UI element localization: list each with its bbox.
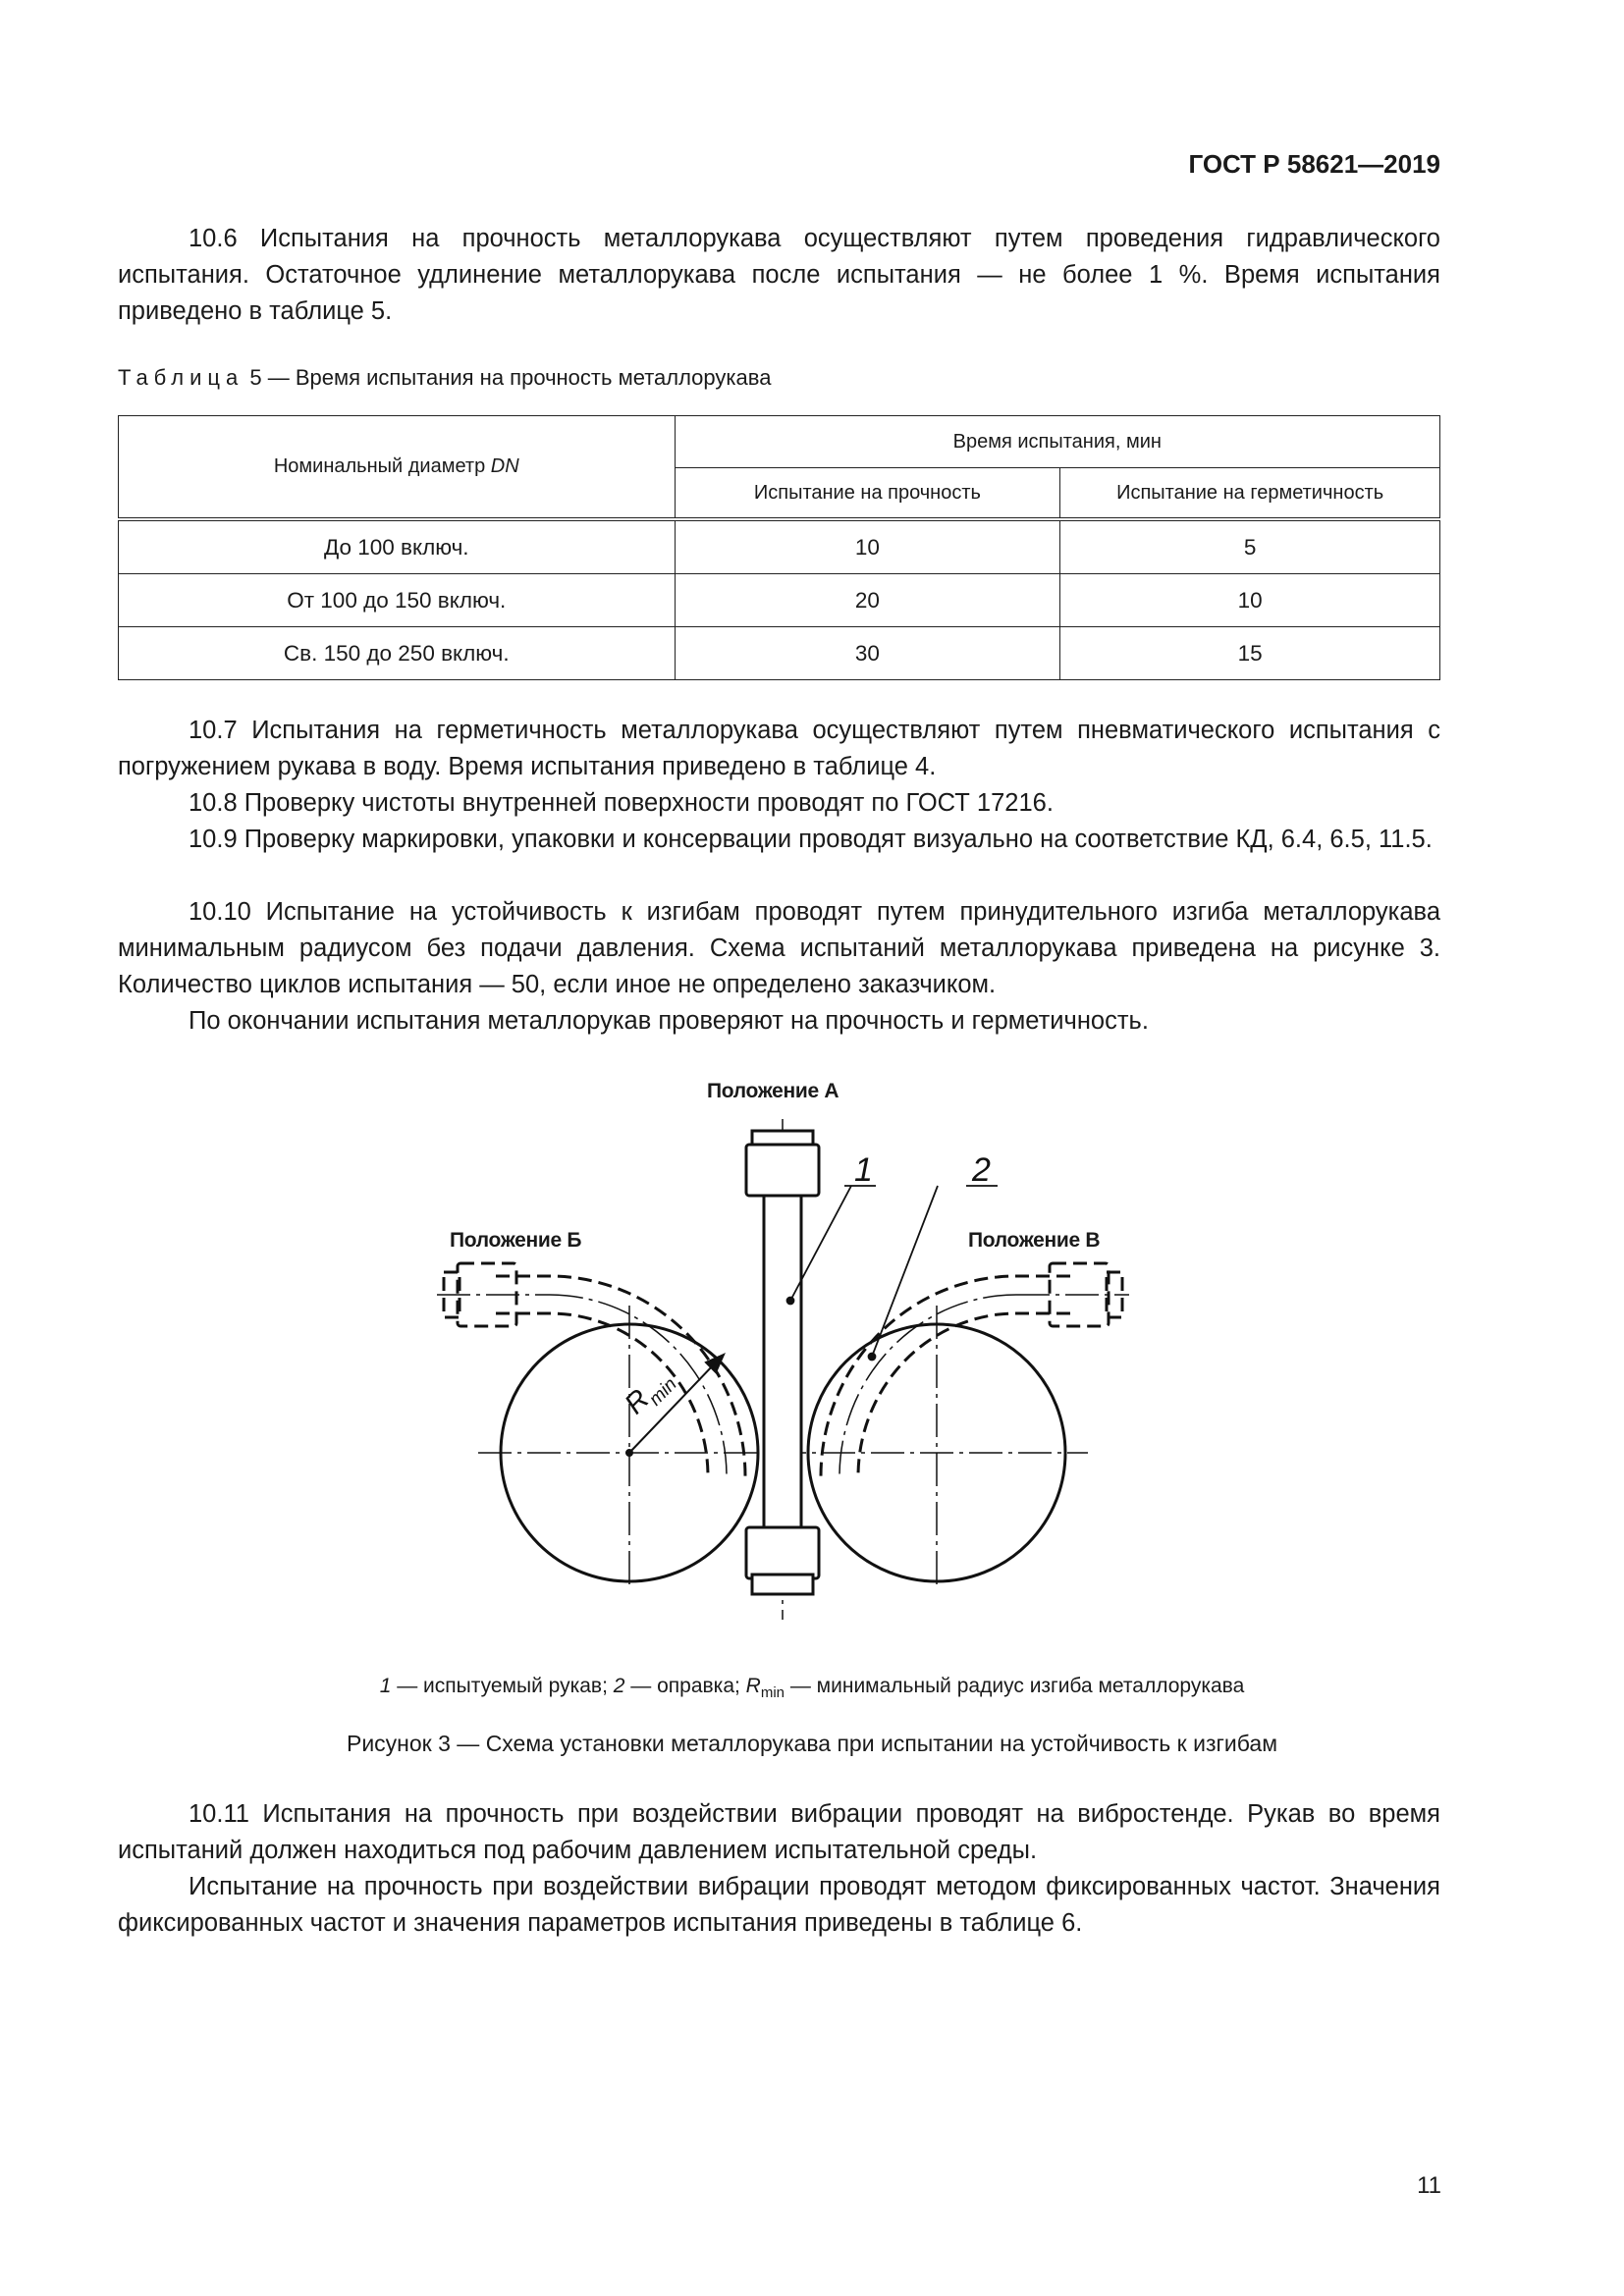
position-a-label: Положение А [707,1080,839,1102]
end-fitting-bottom-cap [752,1575,813,1594]
header-test-time: Время испытания, мин [675,416,1439,468]
table-caption-word: Таблица [118,365,244,390]
figure-3-caption: Рисунок 3 — Схема установки металлорукава при испытании на устойчивость к изгибам [346,1731,1278,1756]
cell-dn: До 100 включ. [119,519,676,574]
leader-1-dot [787,1298,794,1305]
position-b-label: Положение Б [450,1229,582,1252]
cell-strength: 30 [675,627,1060,680]
paragraph-10-7: 10.7 Испытания на герметичность металлорукава осуществляют путем пневматического испытания с погружением рукава в воду. Время испытания приведено в таблице 4. [118,717,1440,780]
hose-axis-v-arc [839,1295,1016,1476]
rmin-center-dot [626,1450,632,1456]
cell-tightness: 15 [1060,627,1440,680]
figure-3-legend: 1 — испытуемый рукав; 2 — оправка; $R_{min}$ — минимальный радиус изгиба металлорукава [379,1675,1245,1702]
callout-1-label: 1 [854,1151,873,1189]
hose-b-inner [496,1313,708,1476]
table-caption-text: 5 — Время испытания на прочность металлорукава [244,365,772,390]
leader-2 [872,1186,938,1357]
header-nominal-diameter: Номинальный диаметр DN [119,416,676,520]
cell-tightness: 5 [1060,519,1440,574]
paragraph-10-9: 10.9 Проверку маркировки, упаковки и консервации проводят визуально на соответствие КД, 6.4, 6.5, 11.5. [189,826,1433,853]
cell-strength: 20 [675,574,1060,627]
callout-2-label: 2 [972,1151,991,1189]
hose-axis-b-arc [550,1295,727,1476]
document-designation: ГОСТ Р 58621—2019 [1188,149,1440,179]
rmin-label: $R_{min}$ [619,1373,681,1420]
position-v-label: Положение В [968,1229,1101,1252]
end-fitting-top [746,1145,819,1196]
header-tightness-test: Испытание на герметичность [1060,468,1440,520]
hose-b-outer [496,1276,745,1476]
tested-hose-position-a [746,1131,819,1594]
paragraph-10-6: 10.6 Испытания на прочность металлорукава осуществляют путем проведения гидравлического испытания. Остаточное удлинение металлорукава после испытания — не более 1 %. Время испытания приведено в таблице 5. [118,225,1440,325]
cell-dn: Св. 150 до 250 включ. [119,627,676,680]
hose-body [764,1193,801,1542]
cell-dn: От 100 до 150 включ. [119,574,676,627]
leader-2-dot [869,1354,876,1361]
paragraph-vibration: Испытание на прочность при воздействии вибрации проводят методом фиксированных частот. Значения фиксированных частот и значения параметров испытания приведены в таблице 6. [118,1873,1440,1937]
hose-v-outer [821,1276,1070,1476]
paragraph-10-8: 10.8 Проверку чистоты внутренней поверхности проводят по ГОСТ 17216. [189,789,1054,817]
cell-strength: 10 [675,519,1060,574]
header-strength-test: Испытание на прочность [675,468,1060,520]
page-number: 11 [1417,2172,1441,2199]
hose-v-inner [858,1313,1070,1476]
cell-tightness: 10 [1060,574,1440,627]
end-fitting-bottom [746,1527,819,1578]
paragraph-10-10: 10.10 Испытание на устойчивость к изгибам проводят путем принудительного изгиба металлорукава минимальным радиусом без подачи давления. Схема испытаний металлорукава приведена на рисунке 3. Количество циклов испытания — 50, если иное не определено заказчиком. [118,898,1440,998]
paragraph-10-11: 10.11 Испытания на прочность при воздействии вибрации проводят на вибростенде. Рукав во время испытаний должен находиться под рабочим давлением испытательной среды. [118,1800,1440,1864]
paragraph-after-test: По окончании испытания металлорукав проверяют на прочность и герметичность. [189,1007,1149,1035]
